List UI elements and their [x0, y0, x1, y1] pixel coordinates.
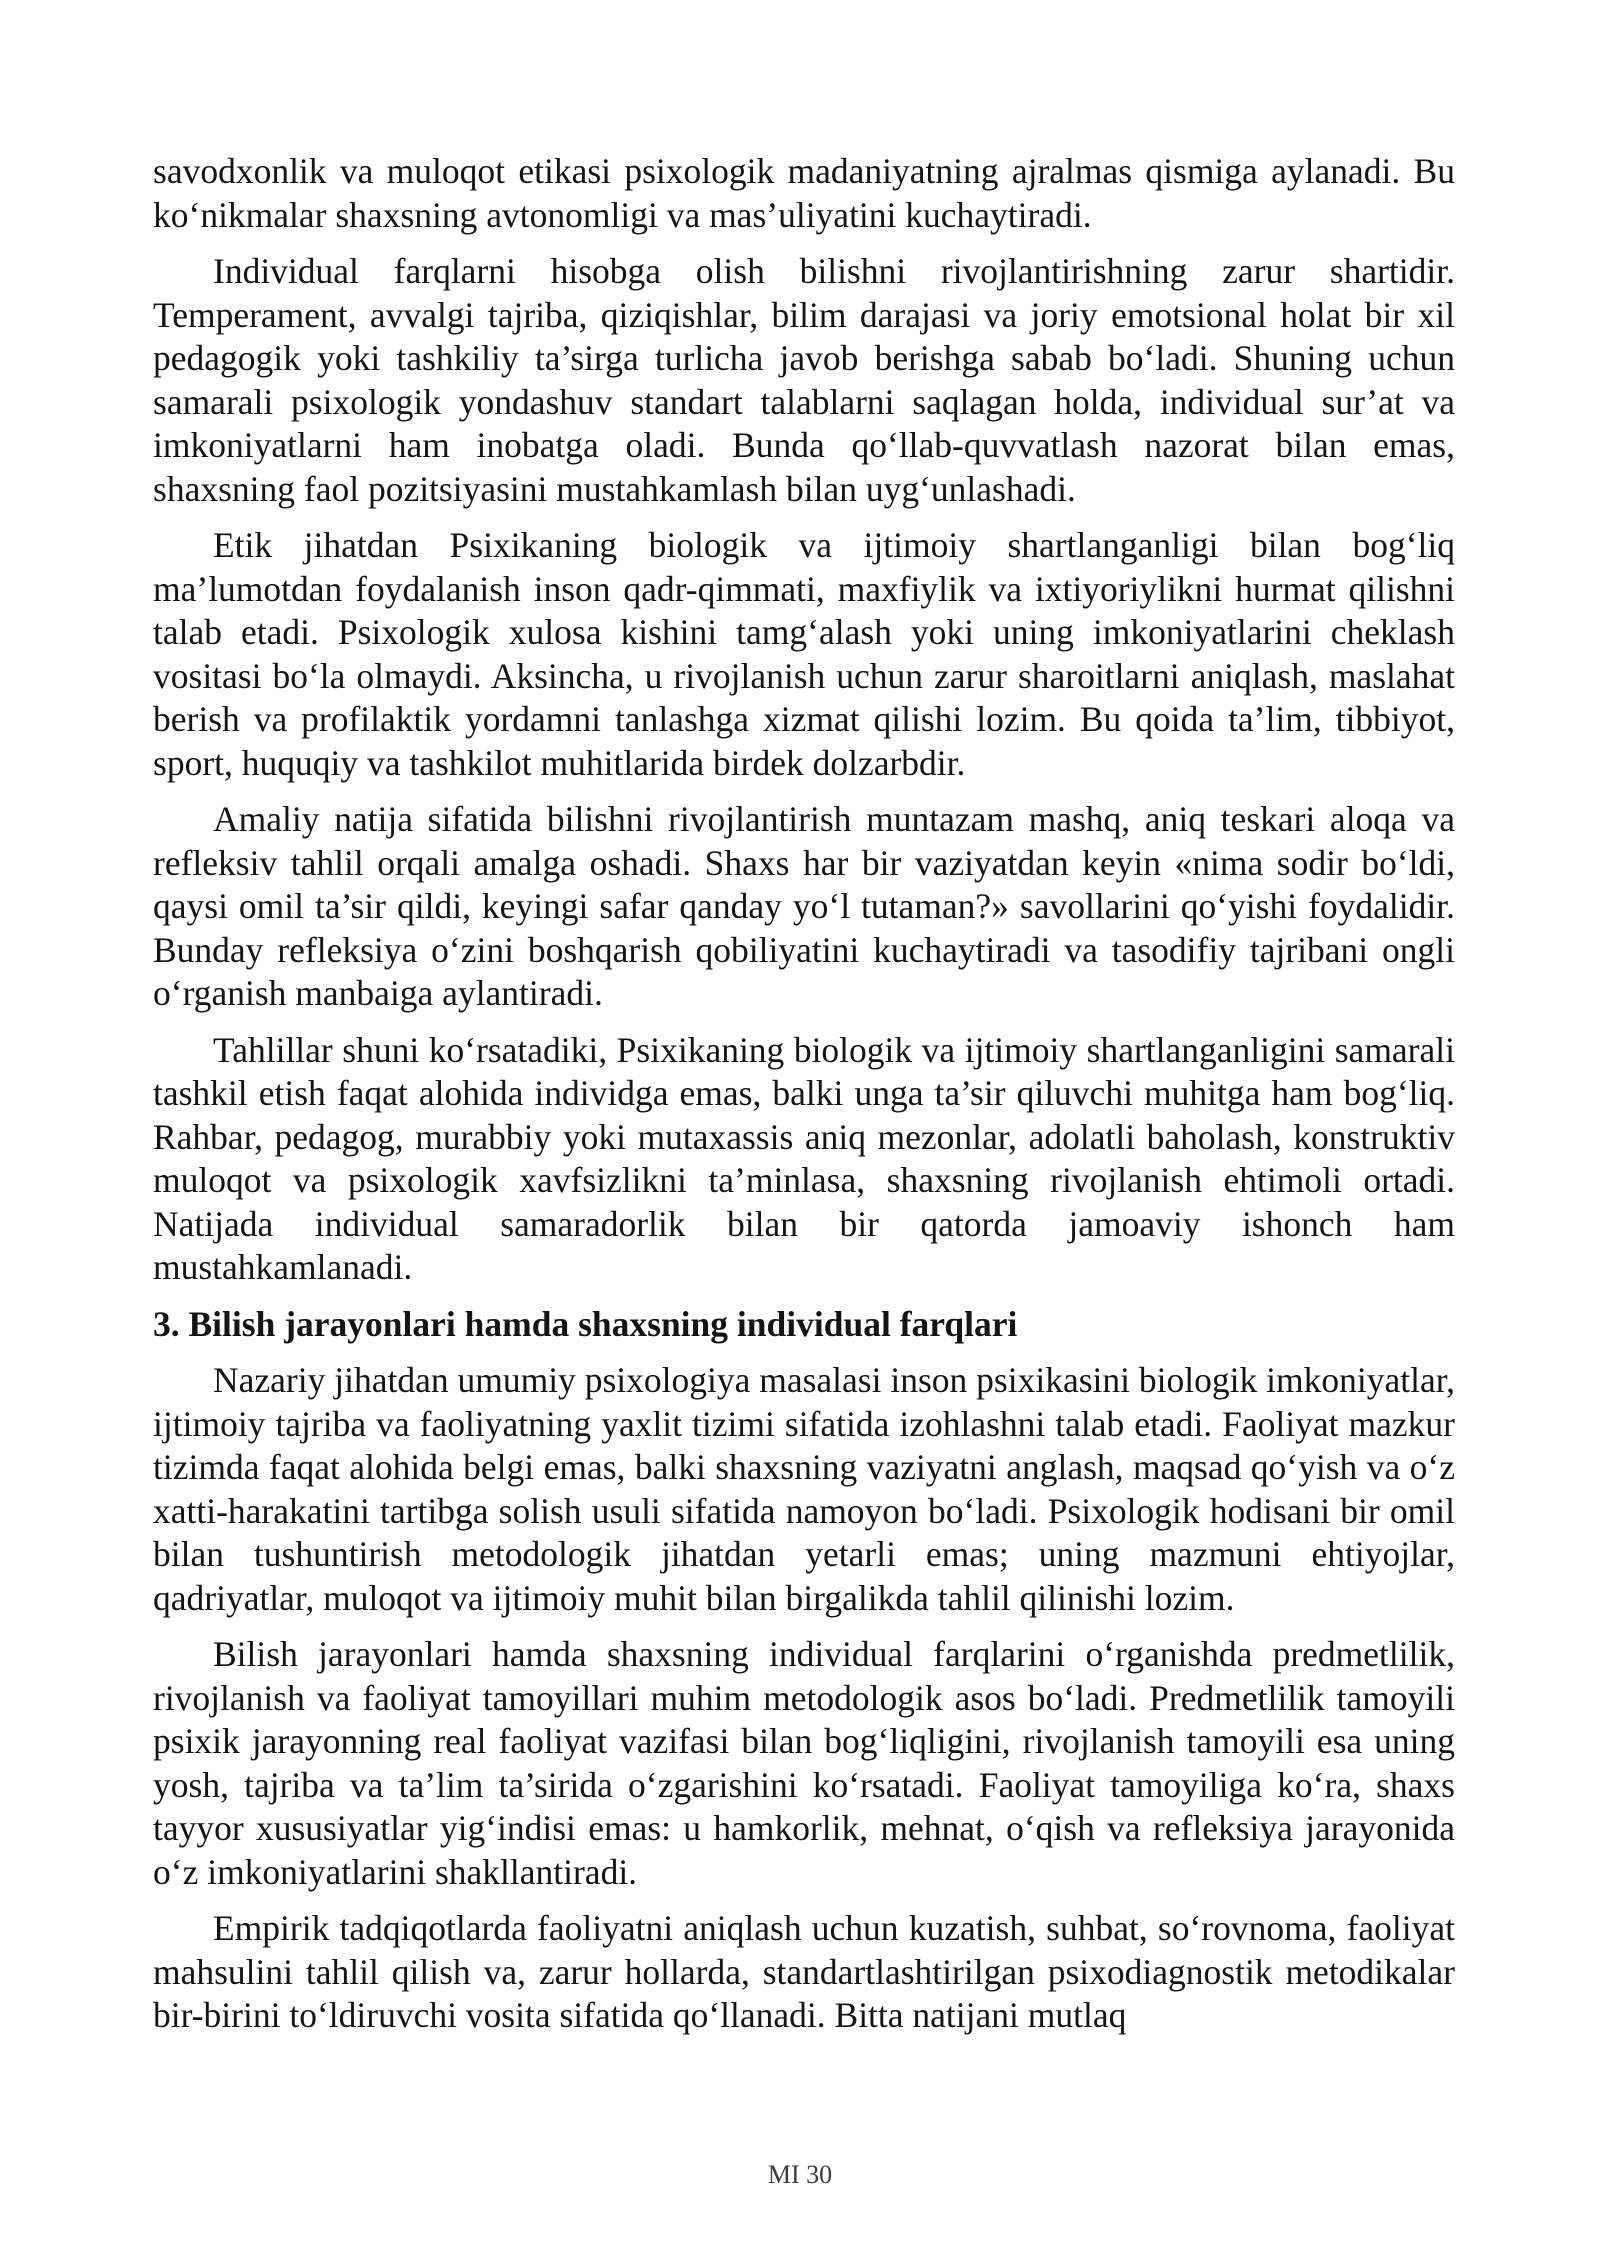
paragraph: Etik jihatdan Psixikaning biologik va ijtimoiy shartlanganligi bilan bog‘liq ma’lumotdan foydalanish inson qadr-qimmati, maxfiylik va ixtiyoriylikni hurmat qilishni talab etadi. Psixologik xulosa kishini tamg‘alash yoki uning imkoniyatlarini cheklash vositasi bo‘la olmaydi. Aksincha, u rivojlanish uchun zarur sharoitlarni aniqlash, maslahat berish va profilaktik yordamni tanlashga xizmat qilishi lozim. Bu qoida ta’lim, tibbiyot, sport, huquqiy va tashkilot muhitlarida birdek dolzarbdir. [153, 525, 1455, 783]
paragraph: Empirik tadqiqotlarda faoliyatni aniqlash uchun kuzatish, suhbat, so‘rovnoma, faoliyat mahsulini tahlil qilish va, zarur hollarda, standartlashtirilgan psixodiagnostik metodikalar bir-birini to‘ldiruvchi vosita sifatida qo‘llanadi. Bitta natijani mutlaq [153, 1908, 1455, 2035]
page-number: MI 30 [767, 2160, 833, 2189]
paragraph-continuation: savodxonlik va muloqot etikasi psixologik madaniyatning ajralmas qismiga aylanadi. Bu ko‘nikmalar shaxsning avtonomligi va mas’uliyatini kuchaytiradi. [153, 151, 1455, 235]
paragraph: Amaliy natija sifatida bilishni rivojlantirish muntazam mashq, aniq teskari aloqa va refleksiv tahlil orqali amalga oshadi. Shaxs har bir vaziyatdan keyin «nima sodir bo‘ldi, qaysi omil ta’sir qildi, keyingi safar qanday yo‘l tutaman?» savollarini qo‘yishi foydalidir. Bunday refleksiya o‘zini boshqarish qobiliyatini kuchaytiradi va tasodifiy tajribani ongli o‘rganish manbaiga aylantiradi. [153, 799, 1455, 1013]
section-heading: 3. Bilish jarayonlari hamda shaxsning individual farqlari [153, 1303, 1018, 1344]
paragraph: Nazariy jihatdan umumiy psixologiya masalasi inson psixikasini biologik imkoniyatlar, ijtimoiy tajriba va faoliyatning yaxlit tizimi sifatida izohlashni talab etadi. Faoliyat mazkur tizimda faqat alohida belgi emas, balki shaxsning vaziyatni anglash, maqsad qo‘yish va o‘z xatti-harakatini tartibga solish usuli sifatida namoyon bo‘ladi. Psixologik hodisani bir omil bilan tushuntirish metodologik jihatdan yetarli emas; uning mazmuni ehtiyojlar, qadriyatlar, muloqot va ijtimoiy muhit bilan birgalikda tahlil qilinishi lozim. [153, 1360, 1455, 1618]
paragraph: Tahlillar shuni ko‘rsatadiki, Psixikaning biologik va ijtimoiy shartlanganligini samarali tashkil etish faqat alohida individga emas, balki unga ta’sir qiluvchi muhitga ham bog‘liq. Rahbar, pedagog, murabbiy yoki mutaxassis aniq mezonlar, adolatli baholash, konstruktiv muloqot va psixologik xavfsizlikni ta’minlasa, shaxsning rivojlanish ehtimoli ortadi. Natijada individual samaradorlik bilan bir qatorda jamoaviy ishonch ham mustahkamlanadi. [153, 1029, 1455, 1287]
paragraph: Individual farqlarni hisobga olish bilishni rivojlantirishning zarur shartidir. Temperament, avvalgi tajriba, qiziqishlar, bilim darajasi va joriy emotsional holat bir xil pedagogik yoki tashkiliy ta’sirga turlicha javob berishga sabab bo‘ladi. Shuning uchun samarali psixologik yondashuv standart talablarni saqlagan holda, individual sur’at va imkoniyatlarni ham inobatga oladi. Bunda qo‘llab-quvvatlash nazorat bilan emas, shaxsning faol pozitsiyasini mustahkamlash bilan uyg‘unlashadi. [153, 251, 1455, 509]
paragraph: Bilish jarayonlari hamda shaxsning individual farqlarini o‘rganishda predmetlilik, rivojlanish va faoliyat tamoyillari muhim metodologik asos bo‘ladi. Predmetlilik tamoyili psixik jarayonning real faoliyat vazifasi bilan bog‘liqligini, rivojlanish tamoyili esa uning yosh, tajriba va ta’lim ta’sirida o‘zgarishini ko‘rsatadi. Faoliyat tamoyiliga ko‘ra, shaxs tayyor xususiyatlar yig‘indisi emas: u hamkorlik, mehnat, o‘qish va refleksiya jarayonida o‘z imkoniyatlarini shakllantiradi. [153, 1634, 1455, 1892]
page-body [153, 150, 1455, 2051]
